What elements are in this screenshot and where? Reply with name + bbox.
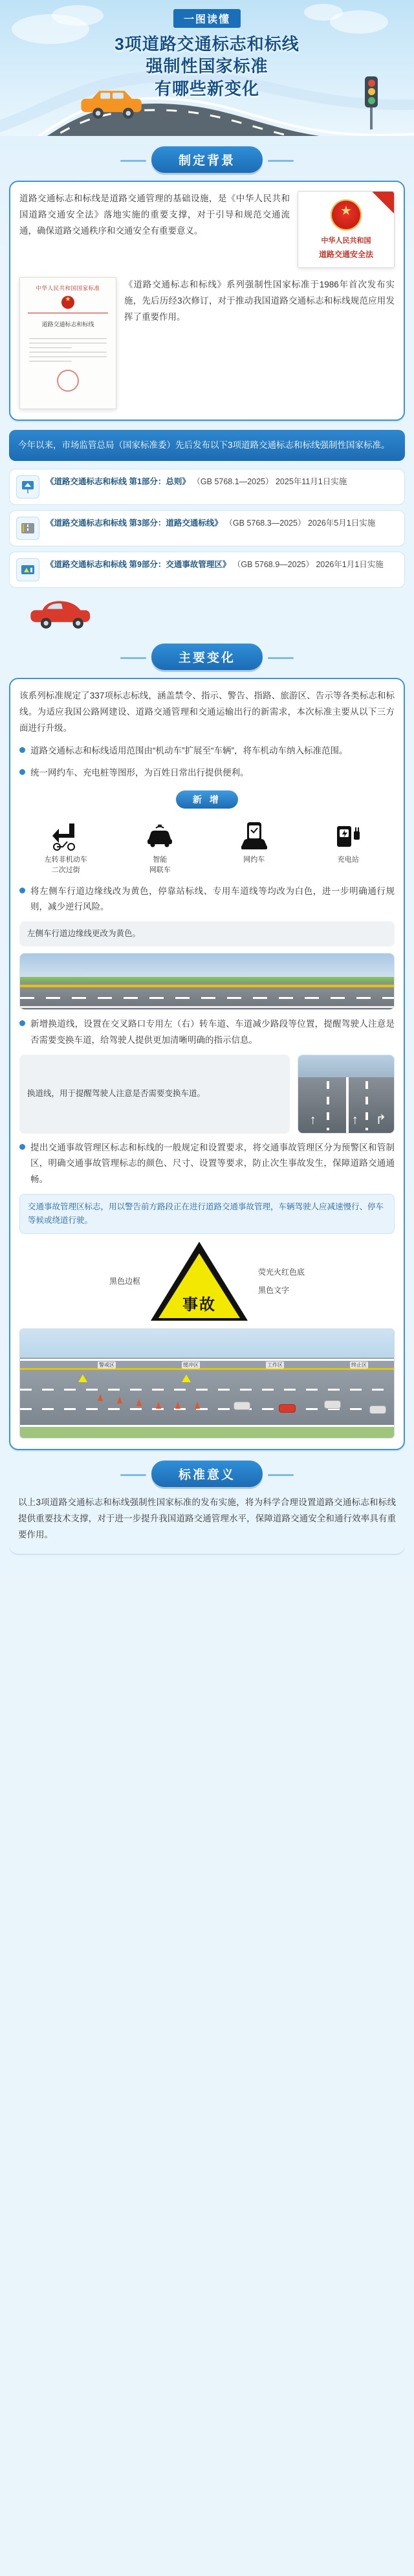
list-item[interactable] bbox=[9, 469, 405, 505]
lane-arrow-icon: ↑ bbox=[309, 1113, 316, 1128]
warning-sign-icon bbox=[78, 1374, 87, 1382]
dashed-lane-line bbox=[365, 1081, 368, 1130]
diagram-label: 缓冲区 bbox=[183, 1362, 199, 1369]
accident-zone-diagram bbox=[19, 1328, 395, 1439]
law-book-cover bbox=[298, 191, 395, 268]
main-changes-panel bbox=[9, 678, 405, 1450]
yellow-edge-line-photo bbox=[19, 953, 395, 1010]
diagram-label: 工作区 bbox=[267, 1362, 283, 1369]
ribbon-decoration bbox=[372, 192, 394, 214]
traffic-cone-icon bbox=[156, 1402, 161, 1409]
lane-change-photo bbox=[298, 1055, 395, 1134]
diagram-dashed-line bbox=[20, 1389, 394, 1391]
background-panel bbox=[9, 181, 405, 421]
accident-sign-labels-right bbox=[258, 1263, 305, 1301]
standard-name: 《道路交通标志和标线 第3部分：道路交通标线》 bbox=[46, 519, 223, 528]
new-icon-caption: 智能 网联车 bbox=[149, 855, 171, 874]
vehicle-icon bbox=[279, 1404, 296, 1413]
yellow-edge-line bbox=[20, 985, 394, 987]
standard-date: 2026年5月1日实施 bbox=[307, 519, 376, 528]
change-bullet-3 bbox=[19, 884, 395, 915]
smart-connected-car-icon bbox=[115, 818, 206, 854]
accident-sign-row bbox=[19, 1242, 395, 1321]
law-book-line-2: 道路交通安全法 bbox=[318, 249, 373, 259]
document-body-lines bbox=[25, 338, 111, 362]
standard-text bbox=[46, 475, 347, 489]
traffic-cone-icon bbox=[98, 1394, 103, 1401]
standard-code: （GB 5768.3—2025） bbox=[224, 519, 306, 528]
change-bullet-5-text: 提出交通事故管理区标志和标线的一般规定和设置要求，将交通事故管理区分为预警区和管制区，明确交通事故管理标志的颜色、尺寸、设置等要求，防止次生事故发生，保障道路交通通畅。 bbox=[30, 1143, 395, 1184]
road-sign-icon bbox=[16, 475, 39, 498]
standard-document-image bbox=[19, 277, 116, 409]
hero-eyebrow: 一图读懂 bbox=[173, 9, 241, 28]
standard-text bbox=[46, 517, 375, 530]
new-icon-cell bbox=[115, 818, 206, 876]
lane-change-callout: 换道线，用于提醒驾驶人注意是否需要变换车道。 bbox=[19, 1055, 290, 1134]
new-icons-subheading-wrap bbox=[19, 790, 395, 809]
standards-intro-note: 今年以来，市场监管总局（国家标准委）先后发布以下3项道路交通标志和标线强制性国家标准。 bbox=[9, 430, 405, 461]
solid-lane-line bbox=[346, 1077, 349, 1133]
lane-arrow-icon: ↱ bbox=[375, 1113, 387, 1128]
change-bullet-2 bbox=[19, 765, 395, 781]
law-book-line-1: 中华人民共和国 bbox=[321, 237, 371, 245]
vehicle-icon bbox=[234, 1402, 250, 1410]
bullet-dot-icon bbox=[19, 1020, 25, 1026]
lane-arrow-icon: ↑ bbox=[351, 1113, 358, 1128]
dashed-lane-line bbox=[327, 1081, 329, 1130]
new-icon-cell bbox=[303, 818, 394, 876]
standard-text bbox=[46, 558, 384, 572]
section-1-title: 制定背景 bbox=[151, 146, 263, 173]
red-car-icon bbox=[26, 596, 97, 632]
work-zone-icon bbox=[16, 558, 39, 581]
traffic-cone-icon bbox=[136, 1399, 142, 1406]
hero-headline bbox=[0, 33, 414, 100]
new-icon-caption: 充电站 bbox=[337, 855, 359, 864]
traffic-cone-icon bbox=[117, 1396, 122, 1404]
section-1-title-wrap bbox=[0, 146, 414, 173]
footer-spacer bbox=[0, 1563, 414, 1573]
sign-text: 事故 bbox=[182, 1296, 216, 1314]
standard-date: 2026年1月1日实施 bbox=[316, 560, 384, 570]
change-bullet-1-text: 道路交通标志和标线适用范围由“机动车”扩展至“车辆”，将车机动车纳入标准范围。 bbox=[30, 746, 348, 756]
change-bullet-4 bbox=[19, 1016, 395, 1048]
hero-headline-line2: 强制性国家标准 bbox=[146, 56, 268, 76]
new-icon-cell bbox=[209, 818, 300, 876]
sign-label-text-color: 黑色文字 bbox=[258, 1286, 290, 1295]
list-item[interactable] bbox=[9, 552, 405, 588]
significance-panel bbox=[9, 1495, 405, 1554]
change-bullet-5 bbox=[19, 1140, 395, 1187]
main-changes-intro: 该系列标准规定了337项标志标线，涵盖禁令、指示、警告、指路、旅游区、告示等各类标志和标线。为适应我国公路网建设、道路交通管理和交通运输出行的新需求，本次标准主要从以下三方面进行升级。 bbox=[19, 691, 395, 734]
ride-hailing-car-icon bbox=[209, 818, 300, 854]
section-2-title-wrap bbox=[0, 644, 414, 670]
national-emblem-icon bbox=[331, 199, 362, 230]
background-paragraph-2: 《道路交通标志和标线》系列强制性国家标准于1986年首次发布实施，先后历经3次修订，对于推动我国道路交通标志和标线规范应用发挥了重要作用。 bbox=[124, 279, 395, 322]
significance-paragraph: 以上3项道路交通标志和标线强制性国家标准的发布实施，将为科学合理设置道路交通标志和标线提供重要技术支撑，对于进一步提升我国道路交通管理水平，保障道路交通安全和通行效率具有重要作用。 bbox=[18, 1497, 396, 1540]
change-bullet-2-text: 统一网约车、充电桩等图形，为百姓日常出行提供便利。 bbox=[30, 768, 249, 778]
hero-title-block bbox=[0, 0, 414, 100]
document-title-text: 道路交通标志和标线 bbox=[41, 320, 94, 328]
change-bullet-1 bbox=[19, 743, 395, 759]
accident-zone-callout: 交通事故管理区标志，用以警告前方路段正在进行道路交通事故管理，车辆驾驶人应减速慢行、停车等候或绕道行驶。 bbox=[19, 1194, 395, 1235]
new-icons-subheading: 新 增 bbox=[176, 790, 238, 809]
lane-change-illustration bbox=[298, 1055, 394, 1133]
standards-list bbox=[9, 469, 405, 588]
hero-banner bbox=[0, 0, 414, 136]
document-emblem-icon bbox=[61, 296, 74, 309]
vehicle-icon bbox=[324, 1400, 341, 1409]
background-paragraph-1: 道路交通标志和标线是道路交通管理的基础设施，是《中华人民共和国道路交通安全法》落地实施的重要支撑，对于引导和规范交通流通，确保道路交通秩序和交通安全有重要意义。 bbox=[19, 194, 290, 236]
bullet-dot-icon bbox=[19, 747, 25, 753]
diagram-label: 终止区 bbox=[351, 1362, 367, 1369]
warning-sign-icon bbox=[182, 1374, 191, 1382]
section-2-title: 主要变化 bbox=[151, 644, 263, 670]
traffic-cone-icon bbox=[175, 1402, 180, 1409]
white-edge-line bbox=[20, 1006, 394, 1008]
standard-name: 《道路交通标志和标线 第9部分：交通事故管理区》 bbox=[46, 560, 231, 570]
sign-label-border: 黑色边框 bbox=[109, 1277, 140, 1286]
diagram-edge-line bbox=[20, 1359, 394, 1361]
new-icon-caption: 左转非机动车 二次过街 bbox=[44, 855, 87, 874]
section-3-title: 标准意义 bbox=[151, 1461, 263, 1487]
diagram-sky bbox=[20, 1329, 394, 1358]
red-car-decoration-wrap bbox=[0, 594, 414, 633]
new-icons-grid bbox=[19, 815, 395, 877]
diagram-label: 警戒区 bbox=[99, 1362, 114, 1369]
lane-marking-icon bbox=[16, 517, 39, 540]
new-icon-caption: 网约车 bbox=[243, 855, 265, 864]
accident-sign-labels-left bbox=[109, 1272, 140, 1291]
background-row-1 bbox=[19, 191, 395, 268]
diagram-verge bbox=[20, 1426, 394, 1438]
section-3-title-wrap bbox=[0, 1461, 414, 1487]
standard-name: 《道路交通标志和标线 第1部分：总则》 bbox=[46, 477, 190, 487]
bullet-dot-icon bbox=[19, 1144, 25, 1150]
road-photo-illustration bbox=[20, 954, 394, 1009]
charging-station-icon bbox=[303, 818, 394, 854]
vehicle-icon bbox=[369, 1406, 386, 1414]
standard-date: 2025年11月1日实施 bbox=[275, 477, 347, 487]
bullet-dot-icon bbox=[19, 769, 25, 775]
standard-code: （GB 5768.1—2025） bbox=[192, 477, 274, 487]
traffic-cone-icon bbox=[195, 1402, 200, 1409]
hero-headline-line1: 3项道路交通标志和标线 bbox=[114, 34, 300, 54]
diagram-edge-line bbox=[20, 1425, 394, 1427]
lane-change-row bbox=[19, 1055, 395, 1134]
document-stamp-icon bbox=[55, 368, 81, 394]
list-item[interactable] bbox=[9, 510, 405, 546]
accident-warning-sign bbox=[151, 1242, 248, 1321]
new-icon-cell bbox=[21, 818, 111, 876]
hero-headline-line3: 有哪些新变化 bbox=[154, 78, 259, 98]
left-turn-two-stage-icon bbox=[21, 818, 111, 854]
diagram-yellow-line bbox=[20, 1368, 394, 1370]
standard-code: （GB 5768.9—2025） bbox=[232, 560, 314, 570]
document-header-text: 中华人民共和国国家标准 bbox=[36, 284, 100, 291]
white-dashed-line bbox=[20, 997, 394, 999]
background-row-2 bbox=[19, 277, 395, 409]
change-bullet-3-text: 将左侧车行道边缘线改为黄色，停靠站标线、专用车道线等均改为白色，进一步明确通行规则，减少逆行风险。 bbox=[30, 886, 395, 912]
change-bullet-4-text: 新增换道线，设置在交叉路口专用左（右）转车道、车道减少路段等位置，提醒驾驶人注意是否需要变换车道，给驾驶人提供更加清晰明确的指示信息。 bbox=[30, 1019, 395, 1045]
bullet-dot-icon bbox=[19, 888, 25, 893]
yellow-edge-line-callout: 左侧车行道边缘线更改为黄色。 bbox=[19, 921, 395, 946]
sign-label-background: 荧光火红色底 bbox=[258, 1267, 305, 1277]
